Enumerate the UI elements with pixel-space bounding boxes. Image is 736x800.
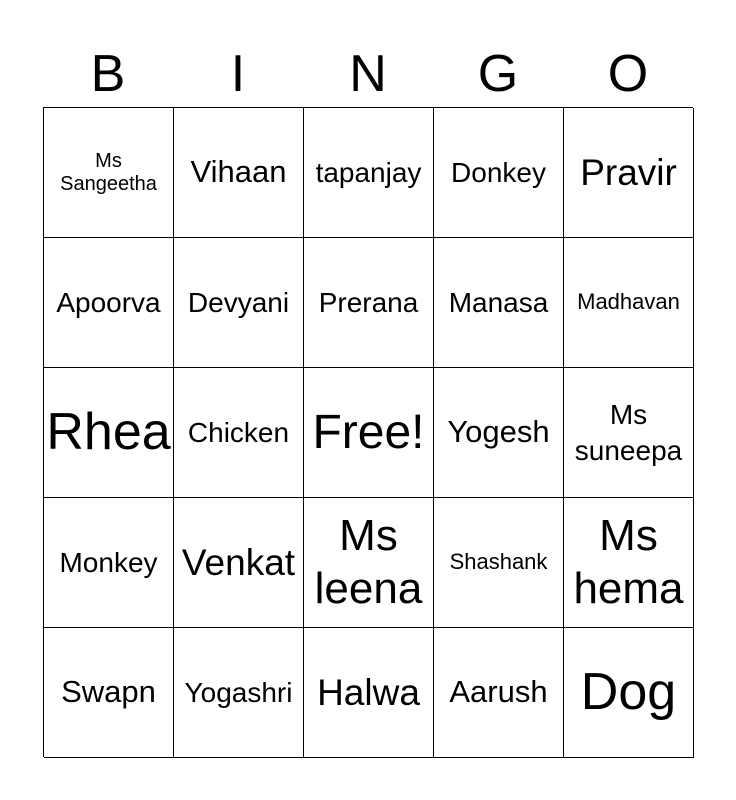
cell-text: Ms hema: [573, 510, 684, 613]
header-letter-n: N: [349, 45, 387, 103]
bingo-cell[interactable]: [564, 498, 694, 628]
bingo-cell[interactable]: [174, 628, 304, 758]
bingo-cell[interactable]: [44, 498, 174, 628]
bingo-cell[interactable]: [304, 108, 434, 238]
cell-text: Madhavan: [577, 289, 680, 315]
bingo-cell[interactable]: [304, 628, 434, 758]
bingo-cell[interactable]: [304, 498, 434, 628]
cell-text: Prerana: [318, 286, 419, 318]
bingo-cell[interactable]: [564, 628, 694, 758]
free-space-text: Free!: [312, 405, 425, 459]
cell-text: Yogashri: [184, 676, 293, 708]
cell-text: Vihaan: [190, 154, 287, 190]
header-letter-o: O: [607, 45, 649, 103]
bingo-cell[interactable]: [174, 498, 304, 628]
bingo-cell[interactable]: [434, 498, 564, 628]
cell-text: Chicken: [187, 416, 290, 448]
cell-text: Ms leena: [314, 510, 423, 613]
bingo-cell[interactable]: [564, 368, 694, 498]
bingo-cell[interactable]: [44, 628, 174, 758]
bingo-cell[interactable]: [44, 238, 174, 368]
bingo-cell[interactable]: [174, 238, 304, 368]
cell-text: Devyani: [187, 286, 290, 318]
header-letter-b: B: [90, 45, 126, 103]
cell-text: Pravir: [580, 151, 677, 193]
cell-text: Dog: [580, 663, 677, 722]
free-space-cell[interactable]: [304, 368, 434, 498]
cell-text: Halwa: [317, 671, 420, 713]
cell-text: Ms suneepa: [574, 398, 683, 466]
cell-text: Monkey: [59, 546, 158, 578]
cell-text: Donkey: [451, 156, 546, 188]
bingo-cell[interactable]: [434, 238, 564, 368]
bingo-cell[interactable]: [44, 108, 174, 238]
bingo-cell[interactable]: [174, 108, 304, 238]
bingo-header: [43, 40, 693, 108]
bingo-card-grid: [43, 107, 693, 757]
header-letter-i: I: [230, 45, 246, 103]
cell-text: Rhea: [46, 403, 171, 462]
bingo-cell[interactable]: [304, 238, 434, 368]
bingo-cell[interactable]: [434, 628, 564, 758]
cell-text: Venkat: [181, 541, 296, 583]
cell-text: Swapn: [61, 674, 156, 710]
cell-text: Apoorva: [56, 286, 161, 318]
bingo-cell[interactable]: [434, 368, 564, 498]
cell-text: Aarush: [449, 674, 548, 710]
cell-text: Manasa: [448, 286, 549, 318]
bingo-cell[interactable]: [434, 108, 564, 238]
bingo-cell[interactable]: [174, 368, 304, 498]
cell-text: Yogesh: [447, 414, 550, 450]
cell-text: Shashank: [449, 549, 548, 575]
bingo-cell[interactable]: [44, 368, 174, 498]
bingo-cell[interactable]: [564, 108, 694, 238]
header-letter-g: G: [477, 45, 519, 103]
bingo-cell[interactable]: [564, 238, 694, 368]
cell-text: tapanjay: [315, 156, 422, 188]
cell-text: Ms Sangeetha: [60, 150, 157, 195]
